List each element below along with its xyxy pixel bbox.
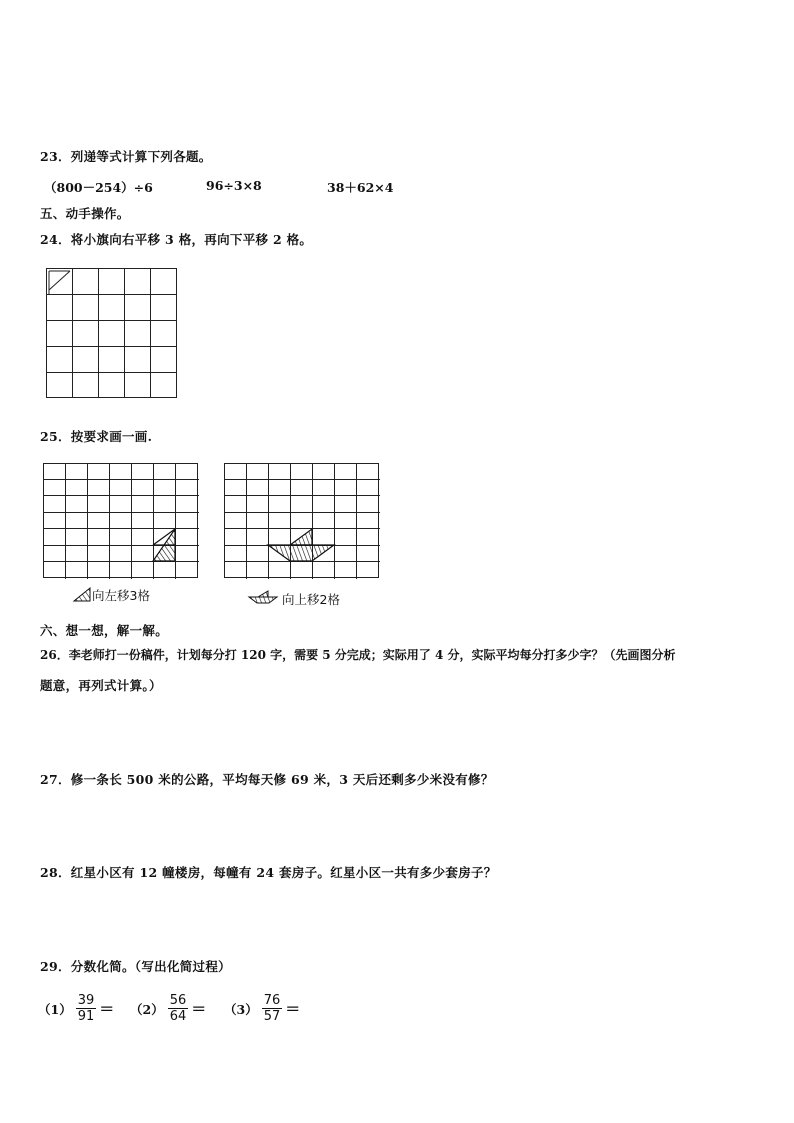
q29-item-1-label: （1）: [38, 1001, 72, 1017]
fraction-denominator: 57: [263, 1009, 281, 1024]
q29-item-3: [224, 993, 300, 1024]
question-24-title: 24．将小旗向右平移 3 格，再向下平移 2 格。: [40, 232, 313, 247]
q24-flag-grid: [46, 268, 178, 398]
fraction-39-91: [76, 993, 97, 1024]
q25-left-caption: 向左移3格: [92, 588, 150, 603]
q29-item-2-label: （2）: [130, 1001, 164, 1017]
fraction-denominator: 91: [77, 1009, 95, 1024]
boat-legend-icon: [248, 590, 278, 604]
question-25-title: 25．按要求画一画.: [40, 429, 153, 444]
fraction-denominator: 64: [169, 1009, 187, 1024]
q25-right-grid: [224, 463, 380, 579]
fraction-56-64: [168, 993, 189, 1024]
boat-shape-right: [268, 529, 334, 561]
equals-sign: ＝: [191, 1000, 207, 1018]
question-26-line-2: 题意，再列式计算。）: [40, 678, 162, 693]
equals-sign: ＝: [99, 1000, 115, 1018]
fraction-numerator: 76: [263, 993, 281, 1008]
equals-sign: ＝: [285, 1000, 301, 1018]
section-5-heading: 五、动手操作。: [40, 206, 130, 221]
q29-item-2: [130, 993, 206, 1024]
question-27: 27．修一条长 500 米的公路，平均每天修 69 米，3 天后还剩多少米没有修？: [40, 772, 494, 787]
q29-item-3-label: （3）: [224, 1001, 258, 1017]
fraction-76-57: [262, 993, 283, 1024]
triangle-shape-left: [153, 529, 175, 561]
flag-shape: [49, 271, 70, 294]
q25-right-caption: 向上移2格: [282, 592, 340, 607]
q23-expression-1: （800－254）÷6: [44, 180, 153, 195]
q25-left-grid: [43, 463, 199, 579]
q23-expression-3: 38＋62×4: [327, 180, 394, 195]
question-23-title: 23．列递等式计算下列各题。: [40, 149, 212, 164]
q29-item-1: [38, 993, 114, 1024]
question-26-line-1: 26．李老师打一份稿件，计划每分打 120 字，需要 5 分完成；实际用了 4 分，实际平均每分打多少字？（先画图分析: [40, 648, 676, 662]
question-28: 28．红星小区有 12 幢楼房，每幢有 24 套房子。红星小区一共有多少套房子？: [40, 865, 497, 880]
section-6-heading: 六、想一想，解一解。: [40, 623, 169, 638]
fraction-numerator: 39: [77, 993, 95, 1008]
fraction-numerator: 56: [169, 993, 187, 1008]
q23-expression-2: 96÷3×8: [206, 178, 262, 193]
triangle-legend-icon: [72, 587, 92, 603]
question-29-title: 29．分数化简。（写出化简过程）: [40, 959, 231, 974]
